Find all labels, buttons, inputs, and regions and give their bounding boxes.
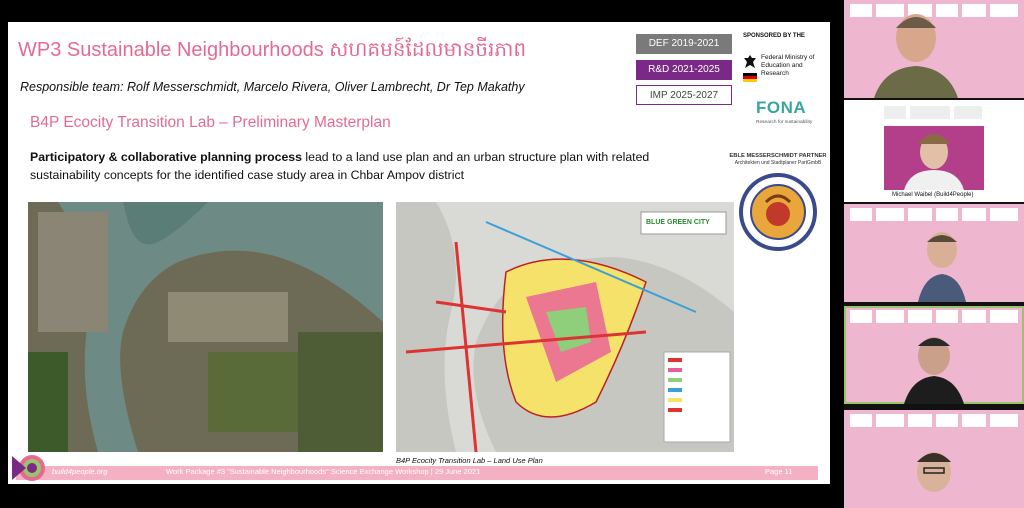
participant-tile-3[interactable] <box>844 204 1024 302</box>
bmbf-logo <box>743 54 823 90</box>
participant-panel <box>844 0 1024 507</box>
participant-tile-5[interactable] <box>844 410 1024 508</box>
participant-tile-4-active-speaker[interactable] <box>844 306 1024 404</box>
logo-strip <box>884 104 984 122</box>
footer-site: build4people.org <box>52 467 108 476</box>
slide-canvas <box>8 22 830 484</box>
participant-tile-1[interactable] <box>844 0 1024 98</box>
land-use-plan-map <box>396 202 734 452</box>
participant-video <box>844 204 1024 302</box>
responsible-team: Responsible team: Rolf Messerschmidt, Marcelo Rivera, Oliver Lambrecht, Dr Tep Makathy <box>20 80 525 94</box>
university-seal-icon <box>738 172 818 252</box>
body-bold: Participatory & collaborative planning process <box>30 150 302 164</box>
ministry-name: Federal Ministry of Education and Research <box>761 54 815 77</box>
map-title: BLUE GREEN CITY <box>646 219 710 226</box>
participant-name: Michael Waibel (Build4People) <box>892 192 974 198</box>
slide-subtitle: B4P Ecocity Transition Lab – Preliminary Masterplan <box>30 114 391 131</box>
eble-subtitle: Architekten und Stadtplaner PartGmbB <box>734 160 822 166</box>
eble-name: EBLE MESSERSCHMIDT PARTNER <box>729 153 827 159</box>
badge-imp: IMP 2025-2027 <box>636 85 732 105</box>
footer-text: Work Package #3 "Sustainable Neighbourhoods" Science Exchange Workshop | 29 June 2021 <box>166 467 481 476</box>
eagle-icon <box>743 54 757 72</box>
badge-rnd: R&D 2021-2025 <box>636 60 732 80</box>
participant-video <box>844 306 1024 404</box>
badge-def: DEF 2019-2021 <box>636 34 732 54</box>
fona-subtitle: Research for sustainability <box>756 120 813 125</box>
participant-tile-2[interactable] <box>844 100 1024 202</box>
slide-body <box>30 148 710 184</box>
sponsor-label: SPONSORED BY THE <box>743 33 805 39</box>
map-caption: B4P Ecocity Transition Lab – Land Use Plan <box>396 456 543 465</box>
footer-page: Page 11 <box>765 467 793 476</box>
build4people-logo-icon <box>8 450 46 484</box>
slide-title: WP3 Sustainable Neighbourhoods សហគមន៍ដែលមានចីរភាព <box>18 39 527 61</box>
fona-logo: FONA <box>756 98 807 117</box>
german-flag-icon <box>743 73 757 82</box>
eble-logo <box>728 153 828 167</box>
satellite-photo <box>28 202 383 452</box>
participant-video <box>844 0 1024 98</box>
participant-video <box>844 410 1024 508</box>
body-rest: lead to a land use plan and an urban structure plan with related sustainability concepts for the identified case study area in Chbar Ampov district <box>30 150 650 182</box>
